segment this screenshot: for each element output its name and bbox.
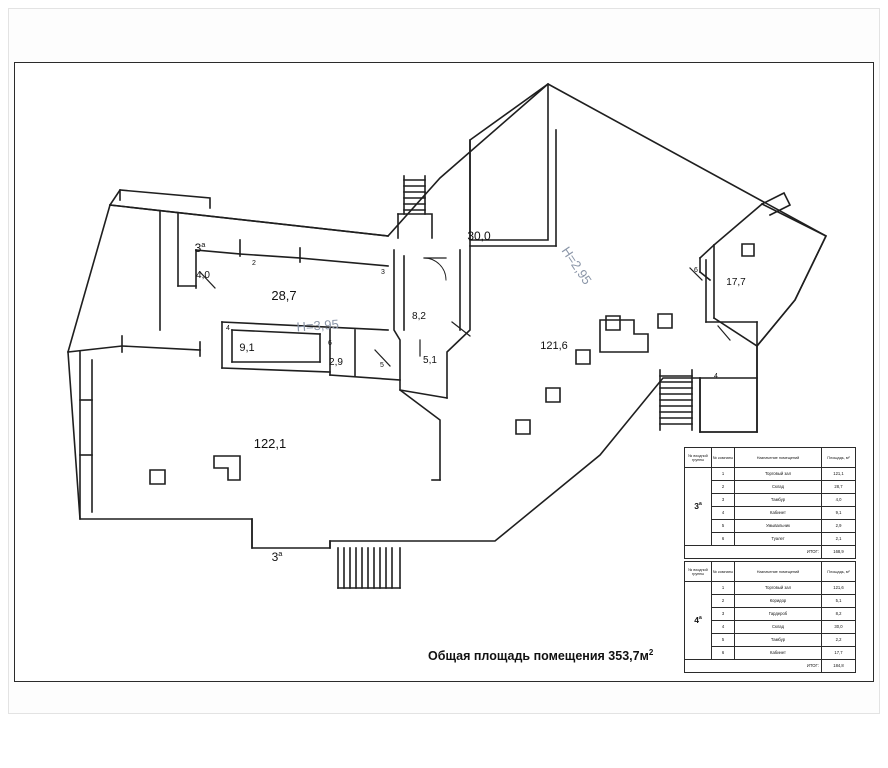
plan-label-r-8-2: 8,2 [412,311,426,322]
legend-header-room-no: № комнаты [712,448,735,468]
legend-total-label: ИТОГ: [685,660,822,673]
plan-label-r-4: 4 [226,325,230,332]
legend-room-name: Тамбур [735,634,822,647]
legend-room-area: 121,1 [822,468,856,481]
legend-room-area: 30,0 [822,621,856,634]
table-row [685,582,856,595]
legend-room-no: 2 [712,481,735,494]
legend-room-name: Склад [735,481,822,494]
total-area-label: Общая площадь помещения $353,7м^2$ [428,648,654,664]
legend-room-name: Кабинет [735,507,822,520]
plan-label-r-6: 6 [328,340,332,347]
legend-room-area: 121,6 [822,582,856,595]
legend-room-area: 4,0 [822,494,856,507]
legend-room-name: Торговый зал [735,582,822,595]
legend-room-name: Кабинет [735,647,822,660]
plan-label-r-9-1: 9,1 [239,342,255,354]
plan-label-r-h395: H=3,95 [296,316,340,335]
plan-label-r-6-right: 6 [694,267,698,274]
legend-room-area: 5,1 [822,595,856,608]
legend-room-name: Умывальник [735,520,822,533]
plan-label-r-4-0: 4,0 [196,270,210,281]
legend-room-no: 6 [712,533,735,546]
legend-table-entrance-3a [684,447,856,559]
legend-group-label: $3^а$ [685,468,712,546]
legend-room-area: 17,7 [822,647,856,660]
legend-room-no: 1 [712,582,735,595]
plan-label-r-2-9: 2,9 [329,357,343,368]
legend-room-name: Коридор [735,595,822,608]
legend-room-area: 2,9 [822,520,856,533]
plan-label-r-2: 2 [252,260,256,267]
legend-room-name: Тамбур [735,494,822,507]
legend-group-label: $4^а$ [685,582,712,660]
legend-header-area: Площадь, м² [822,448,856,468]
legend-header-entry-group: № входной группы [685,448,712,468]
plan-label-r-3a-bottom: $3^а$ [271,548,283,564]
plan-label-r-5: 5 [380,362,384,369]
plan-label-r-122-1: 122,1 [253,436,287,451]
plan-label-r-28-7: 28,7 [271,288,297,303]
legend-table-entrance-4a [684,561,856,673]
legend-header-room-name: Назначение помещений [735,448,822,468]
legend-room-no: 5 [712,520,735,533]
legend-room-no: 3 [712,608,735,621]
plan-label-r-4-right: 4 [714,373,718,380]
legend-room-name: Туалет [735,533,822,546]
table-row [685,468,856,481]
legend-room-no: 1 [712,468,735,481]
legend-total-value: 168,9 [822,546,856,559]
legend-room-area: 2,1 [822,533,856,546]
plan-label-r-3-left: 3 [381,269,385,276]
legend-room-no: 4 [712,507,735,520]
legend-room-name: Гардероб [735,608,822,621]
legend-header-room-no: № комнаты [712,562,735,582]
legend-room-no: 3 [712,494,735,507]
legend-room-no: 2 [712,595,735,608]
plan-label-r-3a-top: $3^а$ [194,239,206,255]
legend-room-no: 5 [712,634,735,647]
legend-room-name: Склад [735,621,822,634]
legend-header-room-name: Назначение помещений [735,562,822,582]
legend-room-area: 2,2 [822,634,856,647]
legend-total-value: 184,8 [822,660,856,673]
legend-room-no: 6 [712,647,735,660]
legend-header-entry-group: № входной группы [685,562,712,582]
plan-label-r-30-0: 30,0 [467,229,491,243]
legend-room-name: Торговый зал [735,468,822,481]
plan-label-r-121-6: 121,6 [540,340,568,352]
plan-label-r-5-1: 5,1 [423,355,437,366]
legend-total-row [685,546,856,559]
legend-room-area: 8,2 [822,608,856,621]
legend-room-no: 4 [712,621,735,634]
legend-total-label: ИТОГ: [685,546,822,559]
legend-room-area: 28,7 [822,481,856,494]
legend-total-row [685,660,856,673]
legend-room-area: 9,1 [822,507,856,520]
plan-label-r-h295: H=2,95 [558,243,595,288]
plan-label-r-17-7: 17,7 [726,277,746,288]
legend-header-area: Площадь, м² [822,562,856,582]
